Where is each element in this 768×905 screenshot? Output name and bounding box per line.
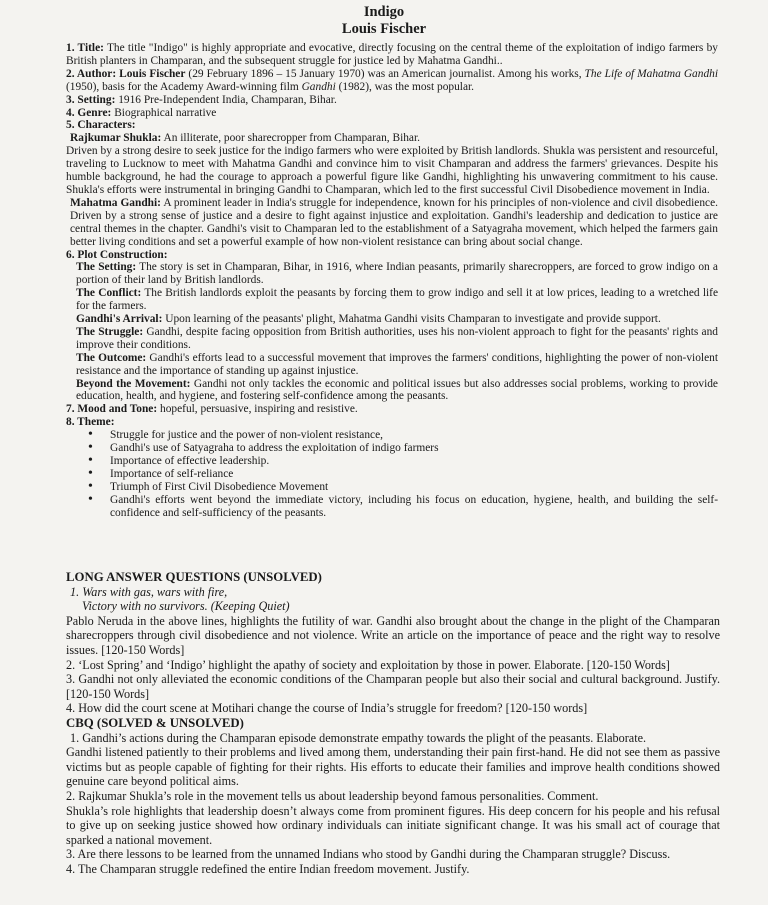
laq-q4: 4. How did the court scene at Motihari change the course of India’s struggle for freedom? [120-150 words] bbox=[66, 701, 588, 716]
plot-item: Gandhi's Arrival: Upon learning of the peasants' plight, Mahatma Gandhi visits Champaran to investigate and provide support. bbox=[76, 313, 661, 326]
laq-q1-body: Pablo Neruda in the above lines, highlights the futility of war. Gandhi also brought about the change in the plight of the Champaran sharecroppers through civil disobedience and not violence. Write an article on the importance of peace and the right way to resolve issues. [120-150 Words] bbox=[66, 613, 720, 657]
plot-item: The Conflict: The British landlords exploit the peasants by forcing them to grow indigo and sell it at low prices, leading to a wretched life for the farmers. bbox=[76, 287, 719, 313]
title-entry: 1. Title: The title "Indigo" is highly appropriate and evocative, directly focusing on the central theme of the exploitation of indigo farmers by British planters in Champaran, and the subsequent struggle for justice led by Mahatma Gandhi.. bbox=[66, 42, 718, 67]
laq-q1-line2: Victory with no survivors. (Keeping Quiet) bbox=[82, 599, 290, 614]
gandhi-description: Mahatma Gandhi: A prominent leader in India's struggle for independence, known for his principles of non-violence and civil disobedience. Driven by a strong sense of justice and a desire to fight against injustice and exploitation. Gandhi's leadership and dedication to justice are central themes in the chapter. Gandhi's visit to Champaran led to the establishment of a Satyagraha movement, which helped the farmers gain better living conditions and set a powerful example of how non-violent resistance can bring about social change. bbox=[70, 196, 718, 248]
cbq-heading: CBQ (SOLVED & UNSOLVED) bbox=[66, 715, 244, 730]
plot-item: The Outcome: Gandhi's efforts lead to a successful movement that improves the farmers' conditions, highlighting the power of non-violent resistance and the importance of standing up against injustice. bbox=[76, 351, 718, 377]
genre-entry: 4. Genre: Biographical narrative bbox=[66, 106, 217, 119]
author-entry: 2. Author: Louis Fischer (29 February 1896 – 15 January 1970) was an American journalist. Among his works, The Life of Mahatma Gandhi (1950), basis for the Academy Award-winning film Gandhi (1982), was the most popular. bbox=[66, 67, 718, 93]
plot-list bbox=[66, 261, 718, 403]
cbq-q2: 2. Rajkumar Shukla’s role in the movement tells us about leadership beyond famous personalities. Comment. bbox=[66, 788, 599, 803]
laq-q1-line1: 1. Wars with gas, wars with fire, bbox=[70, 584, 228, 599]
cbq-a1: Gandhi listened patiently to their problems and lived among them, understanding their pain first-hand. He did not see them as passive victims but as people capable of fighting for their rights. His efforts to educate their families and improve health conditions showed genuine care beyond political aims. bbox=[66, 745, 720, 789]
cbq-q1: 1. Gandhi’s actions during the Champaran episode demonstrate empathy towards the plight of the peasants. Elaborate. bbox=[70, 730, 647, 745]
theme-item: • Triumph of First Civil Disobedience Movement bbox=[110, 481, 718, 494]
laq-q3: 3. Gandhi not only alleviated the economic conditions of the Champaran people but also their social and cultural background. Justify. [120-150 Words] bbox=[66, 672, 720, 701]
setting-entry: 3. Setting: 1916 Pre-Independent India, Champaran, Bihar. bbox=[66, 93, 337, 106]
characters-heading: 5. Characters: bbox=[66, 119, 136, 132]
theme-list bbox=[66, 429, 718, 519]
summary-section bbox=[66, 42, 718, 520]
plot-item: Beyond the Movement: Gandhi not only tackles the economic and political issues but also addresses social problems, working to provide education, health, and hygiene, and fostering self-confidence among the peasants. bbox=[76, 377, 718, 403]
questions-section bbox=[66, 570, 720, 876]
plot-item: The Struggle: Gandhi, despite facing opposition from British authorities, uses his non-violent approach to fight for the peasants' rights and improve their conditions. bbox=[76, 325, 718, 351]
laq-q2: 2. ‘Lost Spring’ and ‘Indigo’ highlight the apathy of society and exploitation by those in power. Elaborate. [120-150 Words] bbox=[66, 657, 670, 672]
theme-heading: 8. Theme: bbox=[66, 416, 115, 429]
theme-item: • Gandhi's efforts went beyond the immediate victory, including his focus on education, hygiene, health, and building the self-confidence and self-sufficiency of the peasants. bbox=[110, 494, 718, 520]
plot-item: The Setting: The story is set in Champaran, Bihar, in 1916, where Indian peasants, primarily sharecroppers, are forced to grow indigo on a portion of their land by British landlords. bbox=[76, 261, 718, 287]
document-page bbox=[0, 4, 768, 905]
cbq-a2: Shukla’s role highlights that leadership doesn’t always come from prominent figures. His deep concern for his people and his refusal to give up on seeking justice showed how ordinary individuals can initiate significant change. It was his small act of courage that sparked a national movement. bbox=[66, 803, 720, 847]
theme-item: • Gandhi's use of Satyagraha to address the exploitation of indigo farmers bbox=[110, 442, 718, 455]
author-heading: Louis Fischer bbox=[341, 21, 427, 37]
rajkumar-description: Driven by a strong desire to seek justice for the indigo farmers who were exploited by British landlords. Shukla was persistent and resourceful, traveling to Lucknow to meet with Mahatma Gandhi and convince him to visit Champaran and address the farmers' grievances. Despite his humble background, he had the courage to approach a powerful figure like Gandhi, highlighting his unwavering commitment to his cause. Shukla's efforts were instrumental in bringing Gandhi to Champaran, which led to the first successful Civil Disobedience movement in India. bbox=[66, 145, 718, 196]
chapter-title: Indigo bbox=[363, 4, 405, 20]
mood-entry: 7. Mood and Tone: hopeful, persuasive, inspiring and resistive. bbox=[66, 403, 358, 416]
cbq-q4: 4. The Champaran struggle redefined the entire Indian freedom movement. Justify. bbox=[66, 861, 470, 876]
theme-item: • Struggle for justice and the power of non-violent resistance, bbox=[110, 429, 718, 442]
plot-heading: 6. Plot Construction: bbox=[66, 248, 168, 261]
rajkumar-intro: Rajkumar Shukla: An illiterate, poor sharecropper from Champaran, Bihar. bbox=[70, 132, 421, 145]
cbq-q3: 3. Are there lessons to be learned from the unnamed Indians who stood by Gandhi during the Champaran struggle? Discuss. bbox=[66, 847, 671, 862]
theme-item: • Importance of self-reliance bbox=[110, 468, 718, 481]
long-answer-heading: LONG ANSWER QUESTIONS (UNSOLVED) bbox=[66, 570, 322, 584]
theme-item: • Importance of effective leadership. bbox=[110, 455, 718, 468]
